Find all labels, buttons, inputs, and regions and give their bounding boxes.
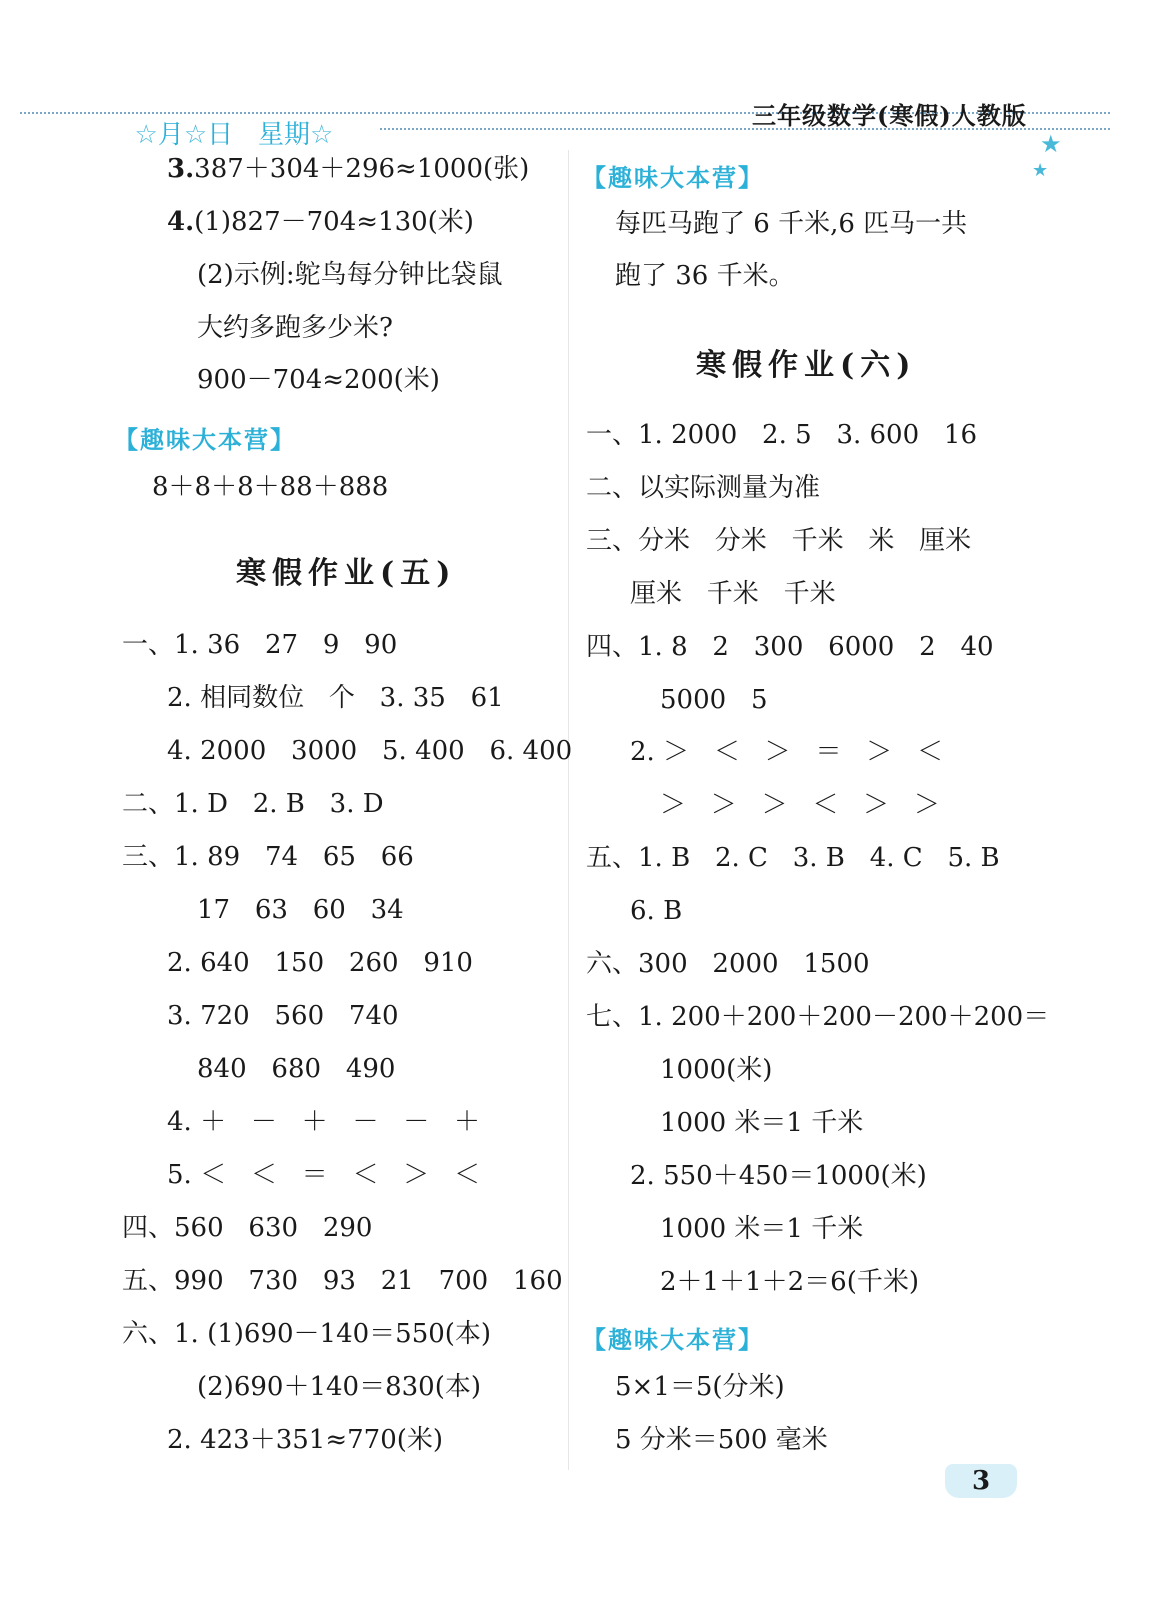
left-line: 4.(1)827－704≈130(米) bbox=[167, 207, 474, 237]
left-line: 三、1. 89 74 65 66 bbox=[122, 842, 414, 872]
right-line: 五、1. B 2. C 3. B 4. C 5. B bbox=[586, 843, 1000, 873]
left-line: 3. 720 560 740 bbox=[167, 1001, 399, 1031]
right-line: 6. B bbox=[630, 896, 683, 926]
star-icon: ☆ bbox=[310, 120, 334, 150]
left-line: 900－704≈200(米) bbox=[197, 365, 440, 395]
month-label: 月 bbox=[157, 120, 184, 150]
left-line: 二、1. D 2. B 3. D bbox=[122, 789, 384, 819]
right-line: 5000 5 bbox=[660, 685, 768, 715]
date-header bbox=[118, 84, 333, 151]
left-line: 840 680 490 bbox=[197, 1054, 396, 1084]
right-line: 三、分米 分米 千米 米 厘米 bbox=[586, 526, 972, 556]
weekday-label: 星期 bbox=[257, 120, 310, 150]
fun-camp-label: 【趣味大本营】 bbox=[582, 163, 764, 192]
left-line: 17 63 60 34 bbox=[197, 895, 404, 925]
right-line: 5 分米＝500 毫米 bbox=[615, 1425, 828, 1455]
right-line: ＞ ＞ ＞ ＜ ＞ ＞ bbox=[660, 790, 940, 820]
left-line: 4. ＋ － ＋ － － ＋ bbox=[167, 1107, 481, 1137]
day-label: 日 bbox=[207, 120, 234, 150]
left-line: 4. 2000 3000 5. 400 6. 400 bbox=[167, 736, 573, 766]
right-line: 六、300 2000 1500 bbox=[586, 949, 870, 979]
section-title-hw5: 寒假作业(五) bbox=[236, 556, 457, 591]
right-line: 二、以实际测量为准 bbox=[586, 473, 821, 503]
left-line: 3.387＋304＋296≈1000(张) bbox=[167, 154, 530, 184]
fun-camp-label: 【趣味大本营】 bbox=[582, 1325, 764, 1354]
right-line: 跑了 36 千米。 bbox=[615, 261, 795, 291]
column-divider bbox=[568, 150, 569, 1470]
star-decoration-icon: ★ bbox=[1032, 160, 1049, 181]
star-icon: ☆ bbox=[183, 120, 208, 150]
left-line: 2. 相同数位 个 3. 35 61 bbox=[167, 683, 504, 713]
page-number-badge bbox=[945, 1464, 1017, 1498]
right-line: 七、1. 200＋200＋200－200＋200＝ bbox=[586, 1002, 1050, 1032]
right-line: 2＋1＋1＋2＝6(千米) bbox=[660, 1267, 919, 1297]
right-line: 厘米 千米 千米 bbox=[630, 579, 836, 609]
right-line: 一、1. 2000 2. 5 3. 600 16 bbox=[586, 420, 978, 450]
right-line: 1000 米＝1 千米 bbox=[660, 1108, 864, 1138]
left-line: 大约多跑多少米? bbox=[197, 313, 393, 343]
left-line: 四、560 630 290 bbox=[122, 1213, 373, 1243]
left-line: 2. 423＋351≈770(米) bbox=[167, 1425, 444, 1455]
left-line: 2. 640 150 260 910 bbox=[167, 948, 473, 978]
left-line: (2)示例:鸵鸟每分钟比袋鼠 bbox=[197, 260, 503, 290]
star-decoration-icon: ★ bbox=[1040, 130, 1062, 158]
left-line: (2)690＋140＝830(本) bbox=[197, 1372, 481, 1402]
left-line: 六、1. (1)690－140＝550(本) bbox=[122, 1319, 492, 1349]
page-number: 3 bbox=[971, 1466, 991, 1496]
book-title: 三年级数学(寒假)人教版 bbox=[752, 101, 1027, 130]
right-line: 四、1. 8 2 300 6000 2 40 bbox=[586, 632, 994, 662]
right-line: 每匹马跑了 6 千米,6 匹马一共 bbox=[615, 209, 968, 239]
left-line: 8＋8＋8＋88＋888 bbox=[152, 472, 389, 502]
star-icon: ☆ bbox=[134, 120, 158, 150]
left-line: 一、1. 36 27 9 90 bbox=[122, 630, 398, 660]
section-title-hw6: 寒假作业(六) bbox=[696, 348, 917, 383]
right-line: 5×1＝5(分米) bbox=[615, 1372, 785, 1402]
right-line: 1000 米＝1 千米 bbox=[660, 1214, 864, 1244]
right-line: 2. 550＋450＝1000(米) bbox=[630, 1161, 927, 1191]
fun-camp-label: 【趣味大本营】 bbox=[114, 425, 296, 454]
right-line: 1000(米) bbox=[660, 1055, 773, 1085]
left-line: 5. ＜ ＜ ＝ ＜ ＞ ＜ bbox=[167, 1160, 481, 1190]
left-line: 五、990 730 93 21 700 160 bbox=[122, 1266, 563, 1296]
right-line: 2. ＞ ＜ ＞ ＝ ＞ ＜ bbox=[630, 737, 944, 767]
